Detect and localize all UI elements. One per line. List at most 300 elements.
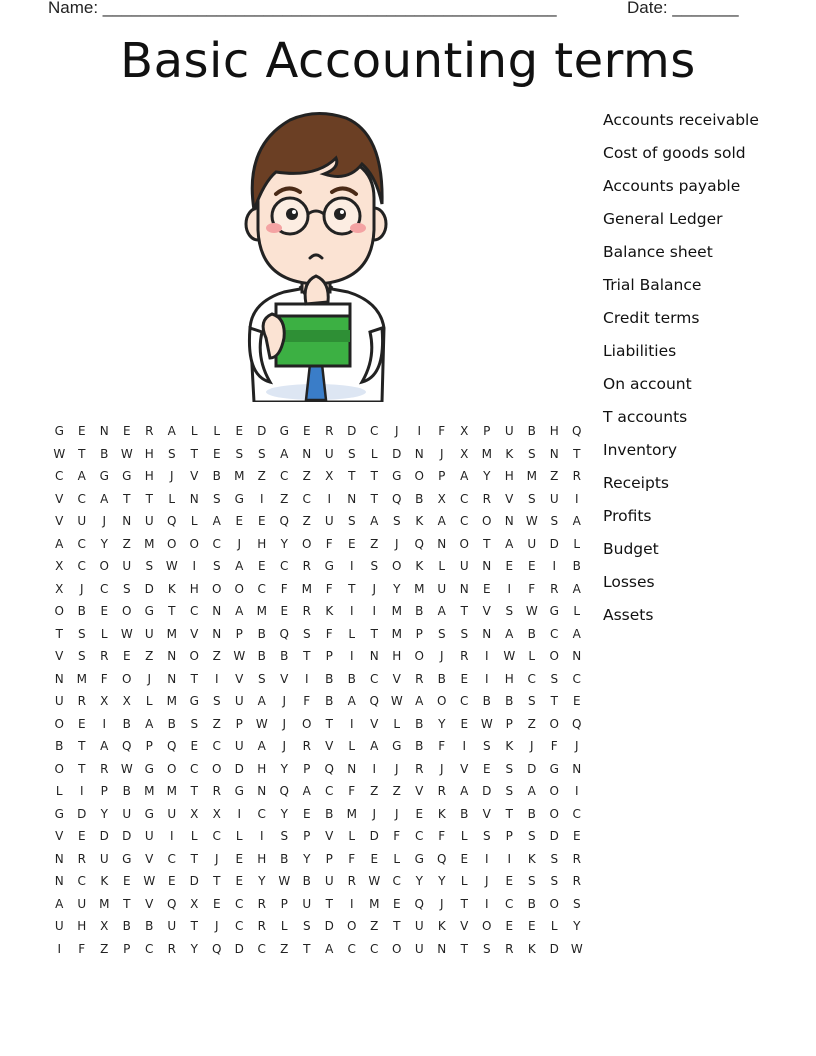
- grid-letter: S: [572, 896, 581, 911]
- grid-letter: S: [482, 739, 491, 753]
- grid-letter: E: [302, 424, 311, 438]
- grid-letter: C: [212, 739, 221, 753]
- grid-letter: G: [122, 851, 132, 866]
- grid-letter: U: [459, 559, 469, 573]
- grid-letter: N: [122, 514, 132, 528]
- grid-letter: Q: [279, 514, 289, 528]
- grid-letter: L: [573, 604, 581, 618]
- grid-letter: O: [122, 671, 132, 686]
- grid-letter: Z: [212, 716, 221, 731]
- grid-letter: P: [325, 851, 333, 866]
- grid-letter: D: [392, 446, 402, 461]
- grid-letter: Y: [100, 536, 108, 551]
- grid-letter: S: [370, 559, 379, 573]
- grid-letter: P: [483, 424, 491, 438]
- grid-letter: A: [460, 784, 469, 798]
- grid-letter: D: [549, 941, 559, 956]
- grid-letter: N: [54, 851, 64, 866]
- grid-letter: G: [54, 424, 64, 438]
- grid-letter: Y: [280, 806, 288, 821]
- grid-letter: J: [439, 649, 444, 663]
- grid-letter: Q: [437, 851, 447, 866]
- grid-letter: U: [144, 626, 154, 641]
- grid-letter: C: [77, 536, 86, 551]
- grid-letter: X: [460, 446, 469, 461]
- grid-letter: Q: [324, 761, 334, 776]
- grid-letter: T: [325, 896, 333, 911]
- grid-letter: M: [414, 581, 425, 596]
- grid-letter: S: [77, 626, 86, 641]
- grid-letter: M: [99, 896, 110, 911]
- grid-letter: L: [348, 739, 356, 753]
- grid-letter: F: [438, 424, 446, 438]
- grid-letter: J: [484, 874, 489, 888]
- grid-letter: R: [572, 851, 581, 866]
- grid-letter: O: [549, 896, 559, 911]
- grid-letter: L: [393, 851, 401, 866]
- grid-letter: J: [169, 469, 174, 483]
- grid-letter: B: [415, 604, 424, 618]
- grid-letter: Z: [550, 469, 559, 483]
- grid-letter: Y: [190, 941, 198, 956]
- grid-letter: I: [192, 559, 197, 573]
- grid-letter: W: [120, 626, 133, 641]
- grid-letter: T: [190, 671, 198, 686]
- grid-letter: P: [505, 829, 513, 843]
- grid-letter: C: [527, 671, 536, 686]
- grid-letter: U: [144, 829, 154, 843]
- grid-letter: T: [370, 626, 378, 641]
- grid-letter: W: [525, 514, 538, 528]
- grid-letter: V: [505, 491, 514, 506]
- grid-letter: N: [414, 446, 424, 461]
- grid-letter: B: [257, 649, 266, 663]
- grid-letter: T: [303, 941, 311, 956]
- word-list-item: Losses: [603, 573, 655, 591]
- grid-letter: J: [282, 716, 287, 731]
- grid-letter: I: [304, 671, 309, 686]
- grid-letter: N: [212, 604, 222, 618]
- grid-letter: K: [527, 851, 536, 866]
- grid-letter: D: [189, 874, 199, 888]
- grid-letter: H: [144, 469, 154, 483]
- grid-letter: R: [550, 581, 559, 596]
- grid-letter: X: [122, 694, 131, 708]
- grid-letter: G: [549, 761, 559, 776]
- grid-letter: L: [190, 424, 198, 438]
- grid-letter: T: [78, 446, 86, 461]
- grid-letter: N: [257, 784, 267, 798]
- grid-letter: O: [189, 536, 199, 551]
- grid-letter: S: [550, 874, 559, 888]
- grid-letter: U: [234, 694, 244, 708]
- grid-letter: S: [122, 581, 131, 596]
- grid-letter: X: [460, 424, 469, 438]
- grid-letter: C: [55, 469, 64, 483]
- word-list-item: Assets: [603, 606, 654, 624]
- grid-letter: A: [370, 514, 379, 528]
- grid-letter: G: [414, 851, 424, 866]
- grid-letter: I: [102, 716, 107, 731]
- grid-letter: U: [144, 514, 154, 528]
- grid-letter: R: [100, 761, 109, 776]
- grid-letter: S: [527, 694, 536, 708]
- grid-letter: B: [167, 716, 176, 731]
- grid-letter: A: [55, 896, 64, 911]
- grid-letter: O: [302, 536, 312, 551]
- grid-letter: D: [234, 761, 244, 776]
- grid-letter: I: [372, 761, 377, 776]
- grid-letter: C: [505, 896, 514, 911]
- grid-letter: I: [462, 739, 467, 753]
- word-list-item: Liabilities: [603, 342, 677, 360]
- grid-letter: T: [78, 761, 86, 776]
- grid-letter: R: [325, 424, 334, 438]
- grid-letter: O: [437, 694, 447, 708]
- grid-letter: E: [235, 424, 244, 438]
- grid-letter: D: [99, 829, 109, 843]
- grid-letter: A: [347, 694, 356, 708]
- grid-letter: E: [460, 851, 469, 866]
- grid-letter: F: [393, 829, 401, 843]
- word-list-item: Inventory: [603, 441, 678, 459]
- grid-letter: A: [505, 536, 514, 551]
- grid-letter: H: [257, 536, 267, 551]
- grid-letter: I: [372, 604, 377, 618]
- grid-letter: E: [347, 536, 356, 551]
- grid-letter: F: [325, 581, 333, 596]
- grid-letter: B: [280, 649, 289, 663]
- grid-letter: E: [482, 761, 491, 776]
- grid-letter: M: [526, 469, 537, 483]
- grid-letter: D: [77, 806, 87, 821]
- grid-letter: V: [370, 716, 379, 731]
- grid-letter: V: [55, 491, 64, 506]
- grid-letter: O: [54, 761, 64, 776]
- grid-letter: V: [415, 784, 424, 798]
- grid-letter: S: [167, 446, 176, 461]
- grid-letter: C: [280, 559, 289, 573]
- grid-letter: N: [437, 941, 447, 956]
- grid-letter: M: [391, 604, 402, 618]
- grid-letter: L: [348, 829, 356, 843]
- grid-letter: T: [78, 739, 86, 753]
- grid-letter: R: [257, 896, 266, 911]
- grid-letter: F: [348, 784, 356, 798]
- grid-letter: B: [482, 694, 491, 708]
- grid-letter: U: [324, 446, 334, 461]
- grid-letter: A: [415, 694, 424, 708]
- grid-letter: C: [460, 694, 469, 708]
- grid-letter: E: [77, 829, 86, 843]
- grid-letter: Z: [527, 716, 536, 731]
- grid-letter: O: [459, 536, 469, 551]
- grid-letter: V: [280, 671, 289, 686]
- grid-letter: A: [572, 581, 581, 596]
- grid-letter: P: [325, 649, 333, 663]
- grid-letter: W: [570, 941, 583, 956]
- grid-letter: B: [325, 671, 334, 686]
- grid-letter: M: [234, 469, 245, 483]
- grid-letter: X: [437, 491, 446, 506]
- grid-letter: A: [460, 469, 469, 483]
- grid-letter: S: [302, 919, 311, 933]
- grid-letter: K: [167, 581, 176, 596]
- grid-letter: O: [347, 919, 357, 933]
- grid-letter: E: [257, 514, 266, 528]
- grid-letter: F: [528, 581, 536, 596]
- grid-letter: O: [99, 559, 109, 573]
- grid-letter: F: [438, 739, 446, 753]
- word-list-item: Profits: [603, 507, 652, 525]
- grid-letter: B: [415, 716, 424, 731]
- grid-letter: S: [257, 446, 266, 461]
- grid-letter: L: [573, 536, 581, 551]
- grid-letter: E: [460, 671, 469, 686]
- grid-letter: E: [280, 604, 289, 618]
- grid-letter: S: [145, 559, 154, 573]
- grid-letter: E: [190, 739, 199, 753]
- grid-letter: T: [190, 851, 198, 866]
- grid-letter: K: [325, 604, 334, 618]
- grid-letter: J: [102, 514, 107, 528]
- grid-letter: L: [393, 716, 401, 731]
- grid-letter: H: [144, 446, 154, 461]
- grid-letter: J: [282, 739, 287, 753]
- word-list-item: Balance sheet: [603, 243, 713, 261]
- grid-letter: L: [168, 491, 176, 506]
- grid-letter: T: [550, 694, 558, 708]
- grid-letter: Q: [167, 514, 177, 528]
- grid-letter: R: [572, 469, 581, 483]
- grid-letter: T: [213, 874, 221, 888]
- grid-letter: J: [394, 424, 399, 438]
- grid-letter: R: [482, 491, 491, 506]
- grid-letter: K: [415, 559, 424, 573]
- grid-letter: J: [394, 806, 399, 821]
- grid-letter: U: [122, 806, 132, 821]
- grid-letter: T: [168, 604, 176, 618]
- grid-letter: T: [393, 919, 401, 933]
- grid-letter: C: [77, 559, 86, 573]
- grid-letter: P: [505, 716, 513, 731]
- grid-letter: Z: [257, 469, 266, 483]
- grid-letter: E: [370, 851, 379, 866]
- grid-letter: S: [550, 514, 559, 528]
- grid-letter: J: [439, 896, 444, 911]
- word-list-item: Accounts receivable: [603, 111, 759, 129]
- grid-letter: R: [415, 761, 424, 776]
- grid-letter: X: [55, 581, 64, 596]
- grid-letter: U: [437, 581, 447, 596]
- word-list-item: On account: [603, 375, 692, 393]
- grid-letter: O: [392, 941, 402, 956]
- grid-letter: I: [484, 649, 489, 663]
- grid-letter: S: [527, 491, 536, 506]
- grid-letter: S: [550, 671, 559, 686]
- grid-letter: V: [145, 896, 154, 911]
- grid-letter: G: [54, 806, 64, 821]
- grid-letter: E: [527, 919, 536, 933]
- grid-letter: B: [77, 604, 86, 618]
- grid-letter: P: [235, 716, 243, 731]
- grid-letter: D: [257, 424, 267, 438]
- grid-letter: N: [572, 649, 582, 663]
- grid-letter: B: [122, 919, 131, 933]
- grid-letter: A: [302, 784, 311, 798]
- grid-letter: K: [505, 739, 514, 753]
- grid-letter: V: [190, 469, 199, 483]
- grid-letter: N: [189, 491, 199, 506]
- grid-letter: V: [55, 829, 64, 843]
- grid-letter: I: [237, 806, 242, 821]
- grid-letter: Q: [167, 896, 177, 911]
- grid-letter: K: [505, 446, 514, 461]
- word-list-item: Accounts payable: [603, 177, 741, 195]
- grid-letter: J: [394, 761, 399, 776]
- grid-letter: S: [437, 626, 446, 641]
- grid-letter: L: [370, 446, 378, 461]
- grid-letter: K: [437, 919, 446, 933]
- grid-letter: E: [392, 896, 401, 911]
- grid-letter: T: [303, 649, 311, 663]
- grid-letter: O: [212, 581, 222, 596]
- grid-letter: N: [167, 671, 177, 686]
- grid-letter: A: [572, 626, 581, 641]
- grid-letter: R: [77, 851, 86, 866]
- grid-letter: S: [392, 514, 401, 528]
- grid-letter: B: [325, 694, 334, 708]
- grid-letter: U: [54, 694, 64, 708]
- grid-letter: L: [55, 784, 63, 798]
- grid-letter: G: [189, 694, 199, 708]
- grid-letter: G: [144, 604, 154, 618]
- grid-letter: M: [391, 626, 402, 641]
- grid-letter: F: [438, 829, 446, 843]
- grid-letter: I: [574, 784, 579, 798]
- grid-letter: J: [214, 919, 219, 933]
- grid-letter: O: [414, 469, 424, 483]
- grid-letter: R: [347, 874, 356, 888]
- grid-letter: C: [460, 491, 469, 506]
- grid-letter: I: [484, 671, 489, 686]
- puzzle-title: Basic Accounting terms: [120, 33, 696, 89]
- grid-letter: J: [439, 446, 444, 461]
- grid-letter: J: [394, 536, 399, 551]
- grid-letter: A: [257, 739, 266, 753]
- grid-letter: O: [549, 649, 559, 663]
- grid-letter: C: [302, 491, 311, 506]
- grid-letter: P: [303, 761, 311, 776]
- grid-letter: G: [234, 784, 244, 798]
- grid-letter: T: [190, 784, 198, 798]
- grid-letter: R: [415, 671, 424, 686]
- grid-letter: A: [370, 739, 379, 753]
- grid-letter: D: [369, 829, 379, 843]
- grid-letter: I: [507, 851, 512, 866]
- grid-letter: N: [54, 671, 64, 686]
- grid-letter: T: [123, 896, 131, 911]
- grid-letter: R: [302, 739, 311, 753]
- grid-letter: N: [437, 536, 447, 551]
- grid-letter: I: [552, 559, 557, 573]
- grid-letter: W: [503, 649, 516, 663]
- grid-letter: H: [189, 581, 199, 596]
- grid-letter: T: [370, 469, 378, 483]
- grid-letter: G: [234, 491, 244, 506]
- grid-letter: E: [505, 559, 514, 573]
- grid-letter: E: [572, 829, 581, 843]
- grid-letter: G: [392, 739, 402, 753]
- grid-letter: M: [76, 671, 87, 686]
- grid-letter: N: [302, 446, 312, 461]
- grid-letter: T: [460, 604, 468, 618]
- grid-letter: B: [280, 851, 289, 866]
- grid-letter: W: [255, 716, 268, 731]
- grid-letter: C: [190, 604, 199, 618]
- grid-letter: W: [480, 716, 493, 731]
- grid-letter: B: [572, 559, 581, 573]
- grid-letter: V: [190, 626, 199, 641]
- grid-letter: H: [257, 851, 267, 866]
- grid-letter: E: [505, 874, 514, 888]
- grid-letter: M: [166, 694, 177, 708]
- grid-letter: I: [214, 671, 219, 686]
- grid-letter: W: [525, 604, 538, 618]
- grid-letter: L: [438, 559, 446, 573]
- grid-letter: A: [235, 604, 244, 618]
- grid-letter: V: [460, 919, 469, 933]
- grid-letter: S: [212, 491, 221, 506]
- grid-letter: A: [212, 514, 221, 528]
- grid-letter: F: [550, 739, 558, 753]
- grid-letter: J: [529, 739, 534, 753]
- word-list-item: Receipts: [603, 474, 669, 492]
- grid-letter: S: [460, 626, 469, 641]
- grid-letter: N: [347, 491, 357, 506]
- grid-letter: A: [235, 559, 244, 573]
- grid-letter: A: [437, 514, 446, 528]
- grid-letter: R: [505, 941, 514, 956]
- grid-letter: Z: [212, 649, 221, 663]
- grid-letter: V: [325, 739, 334, 753]
- grid-letter: O: [549, 716, 559, 731]
- grid-letter: Q: [414, 536, 424, 551]
- grid-letter: J: [237, 536, 242, 551]
- grid-letter: C: [415, 829, 424, 843]
- grid-letter: A: [100, 739, 109, 753]
- grid-letter: W: [120, 446, 133, 461]
- grid-letter: S: [302, 626, 311, 641]
- grid-letter: Z: [122, 536, 131, 551]
- grid-letter: Z: [370, 784, 379, 798]
- grid-letter: E: [527, 559, 536, 573]
- grid-letter: B: [302, 874, 311, 888]
- grid-letter: R: [302, 559, 311, 573]
- grid-letter: G: [122, 469, 132, 483]
- grid-letter: M: [144, 784, 155, 798]
- grid-letter: U: [54, 919, 64, 933]
- grid-letter: B: [527, 806, 536, 821]
- grid-letter: T: [483, 536, 491, 551]
- grid-letter: J: [574, 739, 579, 753]
- grid-letter: U: [77, 514, 87, 528]
- word-list: [603, 108, 759, 636]
- grid-letter: X: [190, 806, 199, 821]
- grid-letter: E: [235, 514, 244, 528]
- grid-letter: E: [235, 851, 244, 866]
- grid-letter: P: [303, 829, 311, 843]
